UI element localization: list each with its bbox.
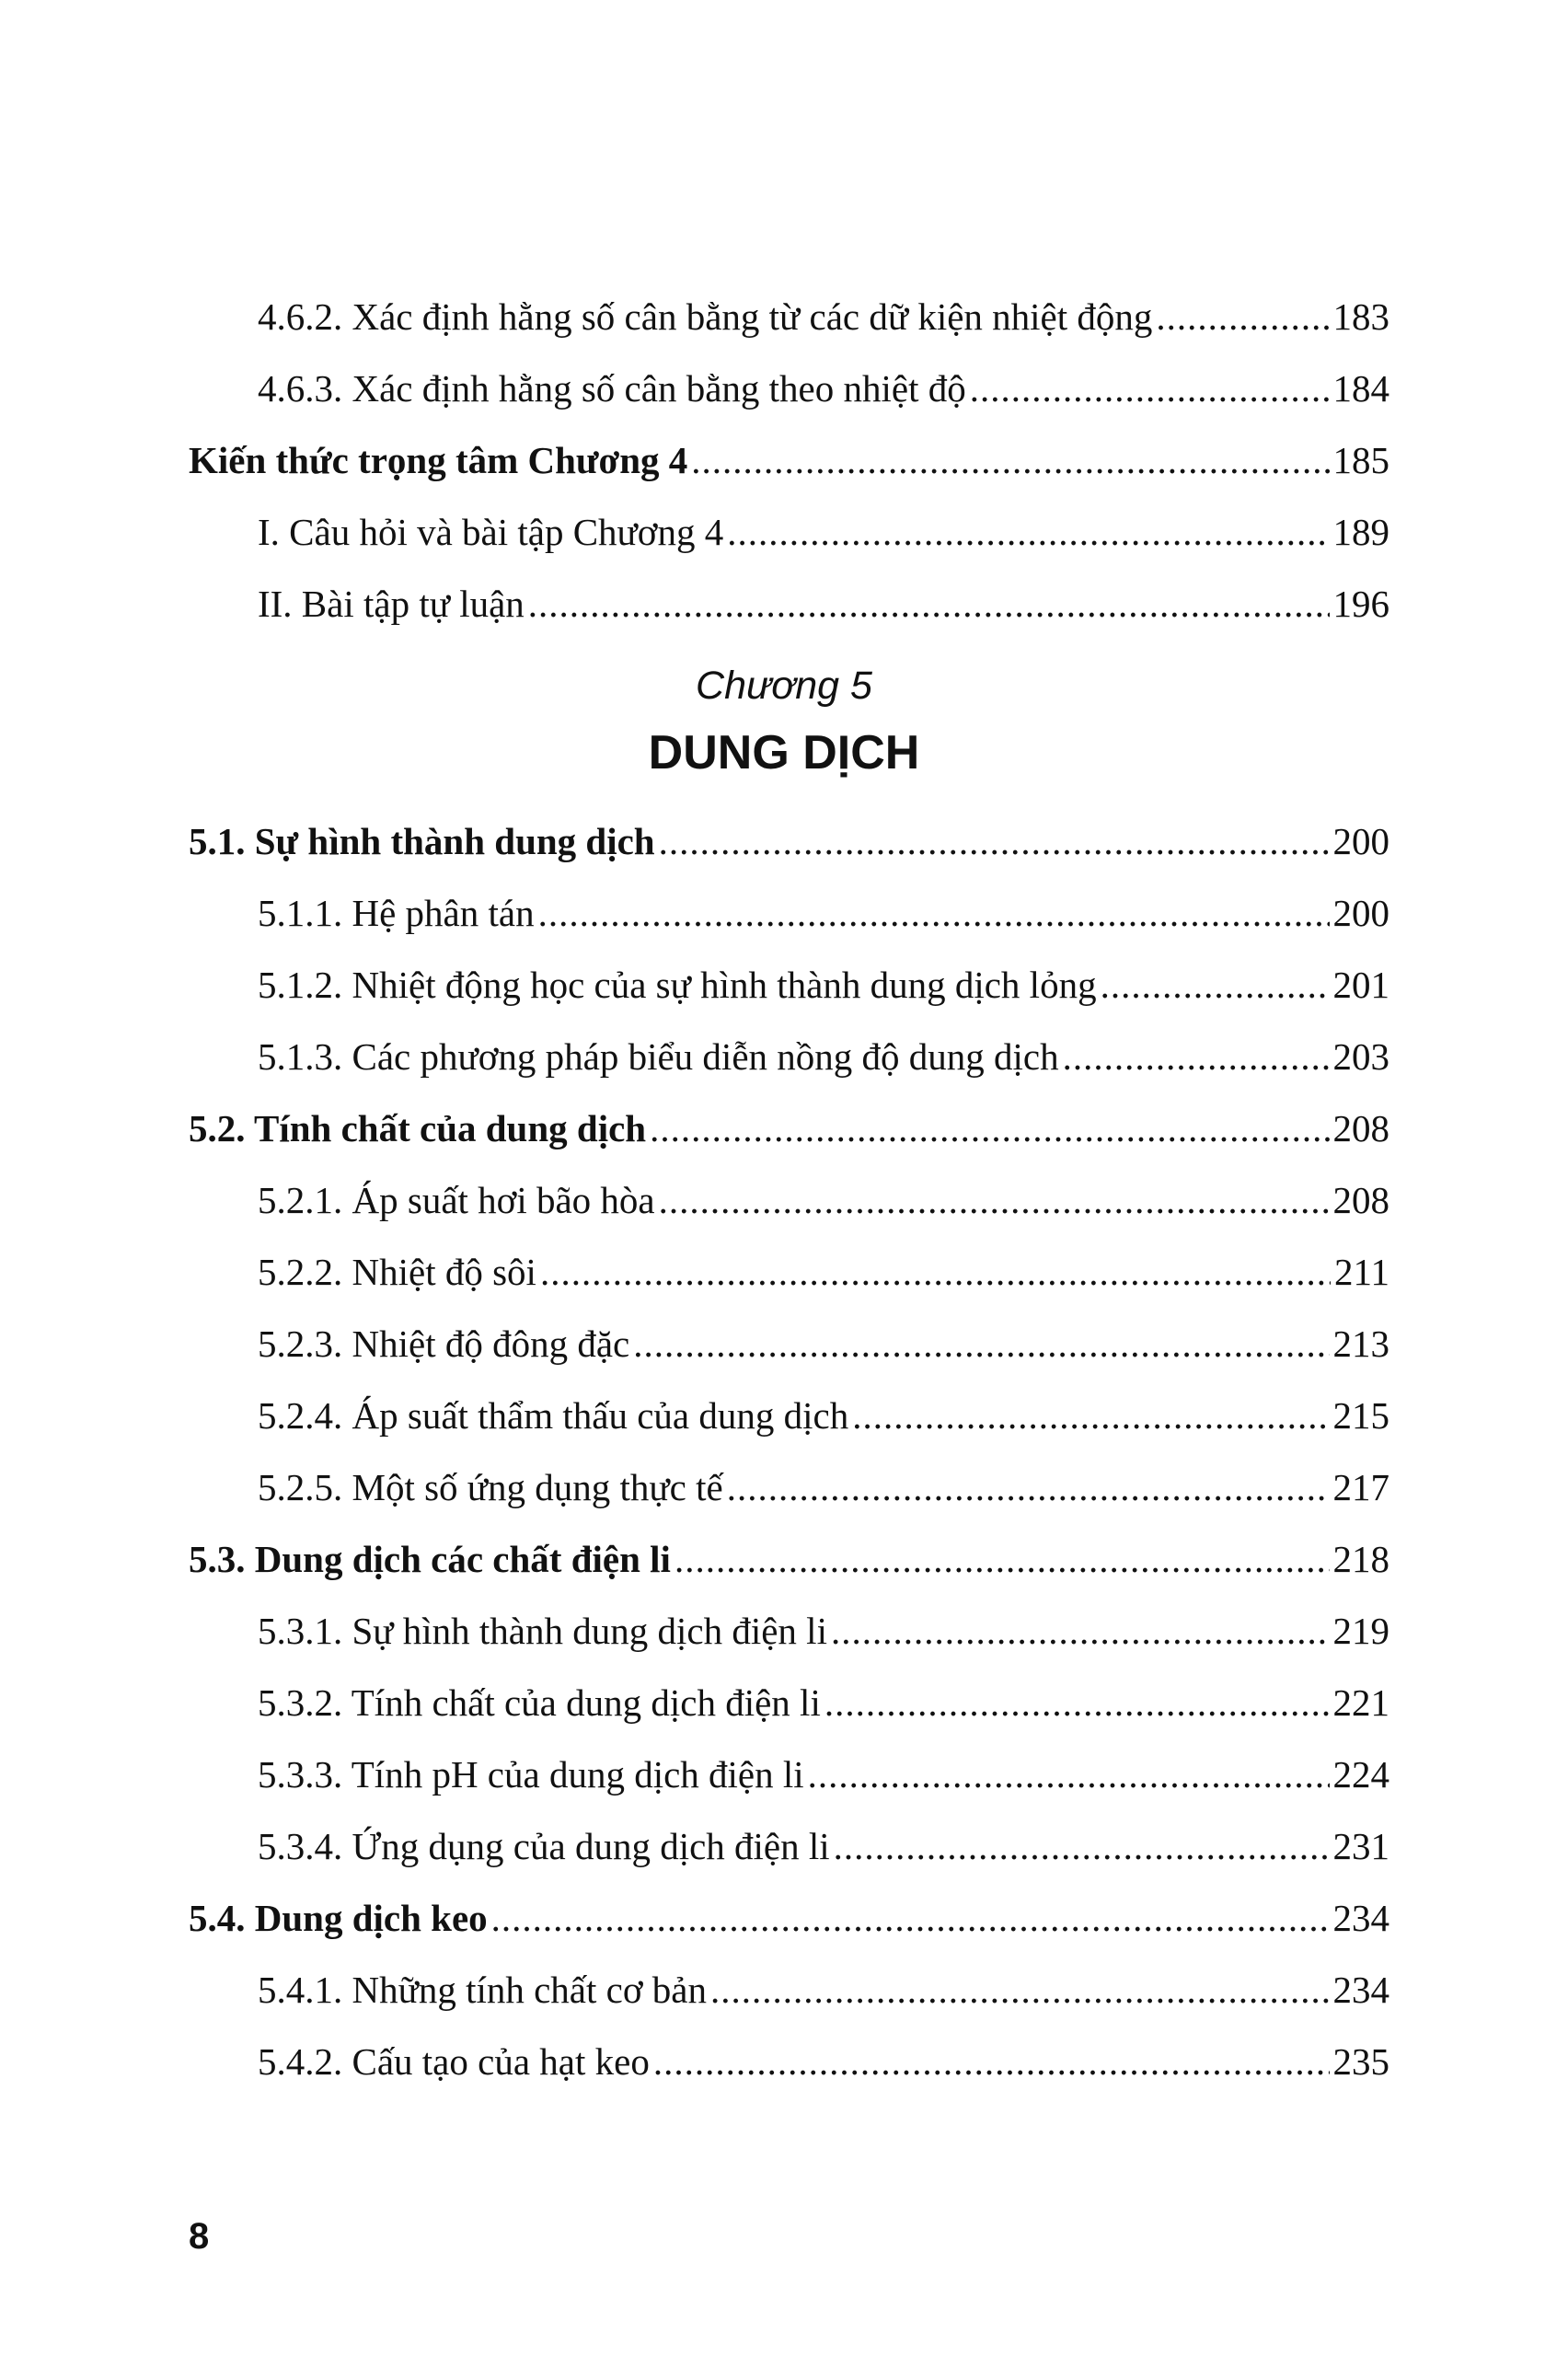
toc-entry-title: 5.3.2. Tính chất của dung dịch điện li	[258, 1681, 821, 1724]
toc-entry-title: 4.6.3. Xác định hằng số cân bằng theo nhiệt độ	[258, 367, 966, 410]
dot-leader	[808, 1738, 1330, 1810]
toc-entry-title: 5.2.1. Áp suất hơi bão hòa	[258, 1179, 655, 1221]
dot-leader	[970, 352, 1330, 424]
toc-entry-page: 183	[1332, 295, 1389, 338]
dot-leader	[727, 1451, 1330, 1523]
dot-leader	[1156, 281, 1329, 352]
toc-entry-title: 5.2.3. Nhiệt độ đông đặc	[258, 1322, 630, 1365]
toc-entry-title: 5.3.3. Tính pH của dung dịch điện li	[258, 1753, 804, 1796]
toc-entry	[189, 2026, 1389, 2097]
toc-entry-title: 5.1.2. Nhiệt động học của sự hình thành dung dịch lỏng	[258, 964, 1097, 1006]
toc-entry-page: 200	[1332, 820, 1389, 862]
toc-entry-page: 219	[1332, 1610, 1389, 1652]
toc-entry-page: 215	[1332, 1394, 1389, 1437]
dot-leader	[650, 1092, 1329, 1164]
toc-section-chapter-5	[189, 805, 1389, 2097]
toc-entry-title: Kiến thức trọng tâm Chương 4	[189, 439, 688, 481]
toc-entry-title: 5.1.1. Hệ phân tán	[258, 892, 535, 934]
chapter-title: DUNG DỊCH	[648, 726, 920, 780]
toc-entry-page: 189	[1332, 511, 1389, 553]
toc-entry-page: 185	[1332, 439, 1389, 481]
toc-entry	[189, 568, 1389, 640]
toc-entry-title: 5.2.2. Nhiệt độ sôi	[258, 1251, 536, 1293]
toc-entry	[189, 1595, 1389, 1667]
toc-entry-page: 208	[1332, 1107, 1389, 1149]
toc-entry	[189, 424, 1389, 496]
toc-entry	[189, 1882, 1389, 1954]
chapter-label: Chương 5	[696, 664, 872, 708]
toc-entry-title: 5.2. Tính chất của dung dịch	[189, 1107, 647, 1149]
toc-entry-page: 221	[1332, 1681, 1389, 1724]
dot-leader	[540, 1236, 1331, 1308]
chapter-heading	[0, 656, 1568, 791]
dot-leader	[633, 1308, 1329, 1380]
toc-section-chapter-4	[189, 281, 1389, 640]
toc-entry-page: 201	[1332, 964, 1389, 1006]
toc-entry	[189, 1451, 1389, 1523]
toc-entry-title: 5.3. Dung dịch các chất điện li	[189, 1538, 671, 1580]
dot-leader	[824, 1667, 1330, 1738]
dot-leader	[538, 877, 1330, 949]
dot-leader	[831, 1595, 1330, 1667]
toc-entry-page: 184	[1332, 367, 1389, 410]
toc-entry-title: 5.4. Dung dịch keo	[189, 1897, 488, 1939]
toc-entry	[189, 496, 1389, 568]
toc-entry	[189, 1164, 1389, 1236]
toc-entry-page: 200	[1332, 892, 1389, 934]
toc-entry	[189, 1236, 1389, 1308]
toc-entry-title: 5.3.1. Sự hình thành dung dịch điện li	[258, 1610, 827, 1652]
dot-leader	[727, 496, 1329, 568]
toc-entry-title: II. Bài tập tự luận	[258, 583, 525, 625]
toc-entry-title: 5.1. Sự hình thành dung dịch	[189, 820, 655, 862]
toc-entry-page: 217	[1332, 1466, 1389, 1508]
toc-entry-page: 203	[1332, 1035, 1389, 1078]
toc-entry-page: 211	[1334, 1251, 1389, 1293]
dot-leader	[834, 1810, 1330, 1882]
toc-entry-page: 224	[1332, 1753, 1389, 1796]
toc-entry-page: 235	[1332, 2040, 1389, 2083]
toc-entry-page: 196	[1332, 583, 1389, 625]
toc-entry-page: 234	[1332, 1897, 1389, 1939]
toc-entry	[189, 1810, 1389, 1882]
dot-leader	[653, 2026, 1330, 2097]
toc-entry-title: 5.2.5. Một số ứng dụng thực tế	[258, 1466, 723, 1508]
toc-entry	[189, 1308, 1389, 1380]
toc-entry-page: 218	[1332, 1538, 1389, 1580]
dot-leader	[691, 424, 1329, 496]
toc-entry	[189, 352, 1389, 424]
toc-entry	[189, 281, 1389, 352]
toc-entry-title: 5.2.4. Áp suất thẩm thấu của dung dịch	[258, 1394, 849, 1437]
dot-leader	[491, 1882, 1330, 1954]
dot-leader	[1063, 1021, 1330, 1092]
toc-entry-page: 208	[1332, 1179, 1389, 1221]
toc-entry	[189, 1092, 1389, 1164]
toc-entry	[189, 1380, 1389, 1451]
dot-leader	[659, 1164, 1330, 1236]
toc-entry-page: 234	[1332, 1969, 1389, 2011]
toc-entry-title: 5.4.1. Những tính chất cơ bản	[258, 1969, 707, 2011]
toc-entry-title: 4.6.2. Xác định hằng số cân bằng từ các dữ kiện nhiệt động	[258, 295, 1153, 338]
dot-leader	[659, 805, 1330, 877]
toc-entry	[189, 1667, 1389, 1738]
toc-entry	[189, 805, 1389, 877]
toc-entry-title: 5.4.2. Cấu tạo của hạt keo	[258, 2040, 650, 2083]
toc-entry	[189, 1021, 1389, 1092]
dot-leader	[528, 568, 1330, 640]
toc-entry	[189, 1954, 1389, 2026]
toc-entry	[189, 877, 1389, 949]
toc-entry	[189, 1523, 1389, 1595]
toc-entry	[189, 949, 1389, 1021]
toc-entry-title: 5.3.4. Ứng dụng của dung dịch điện li	[258, 1825, 830, 1867]
toc-entry-page: 213	[1332, 1322, 1389, 1365]
toc-entry-title: I. Câu hỏi và bài tập Chương 4	[258, 511, 724, 553]
toc-entry-title: 5.1.3. Các phương pháp biểu diễn nồng độ dung dịch	[258, 1035, 1059, 1078]
dot-leader	[710, 1954, 1330, 2026]
dot-leader	[674, 1523, 1330, 1595]
toc-entry-page: 231	[1332, 1825, 1389, 1867]
page-number: 8	[189, 2216, 210, 2257]
dot-leader	[1101, 949, 1330, 1021]
toc-entry	[189, 1738, 1389, 1810]
dot-leader	[852, 1380, 1329, 1451]
table-of-contents	[189, 281, 1389, 2097]
